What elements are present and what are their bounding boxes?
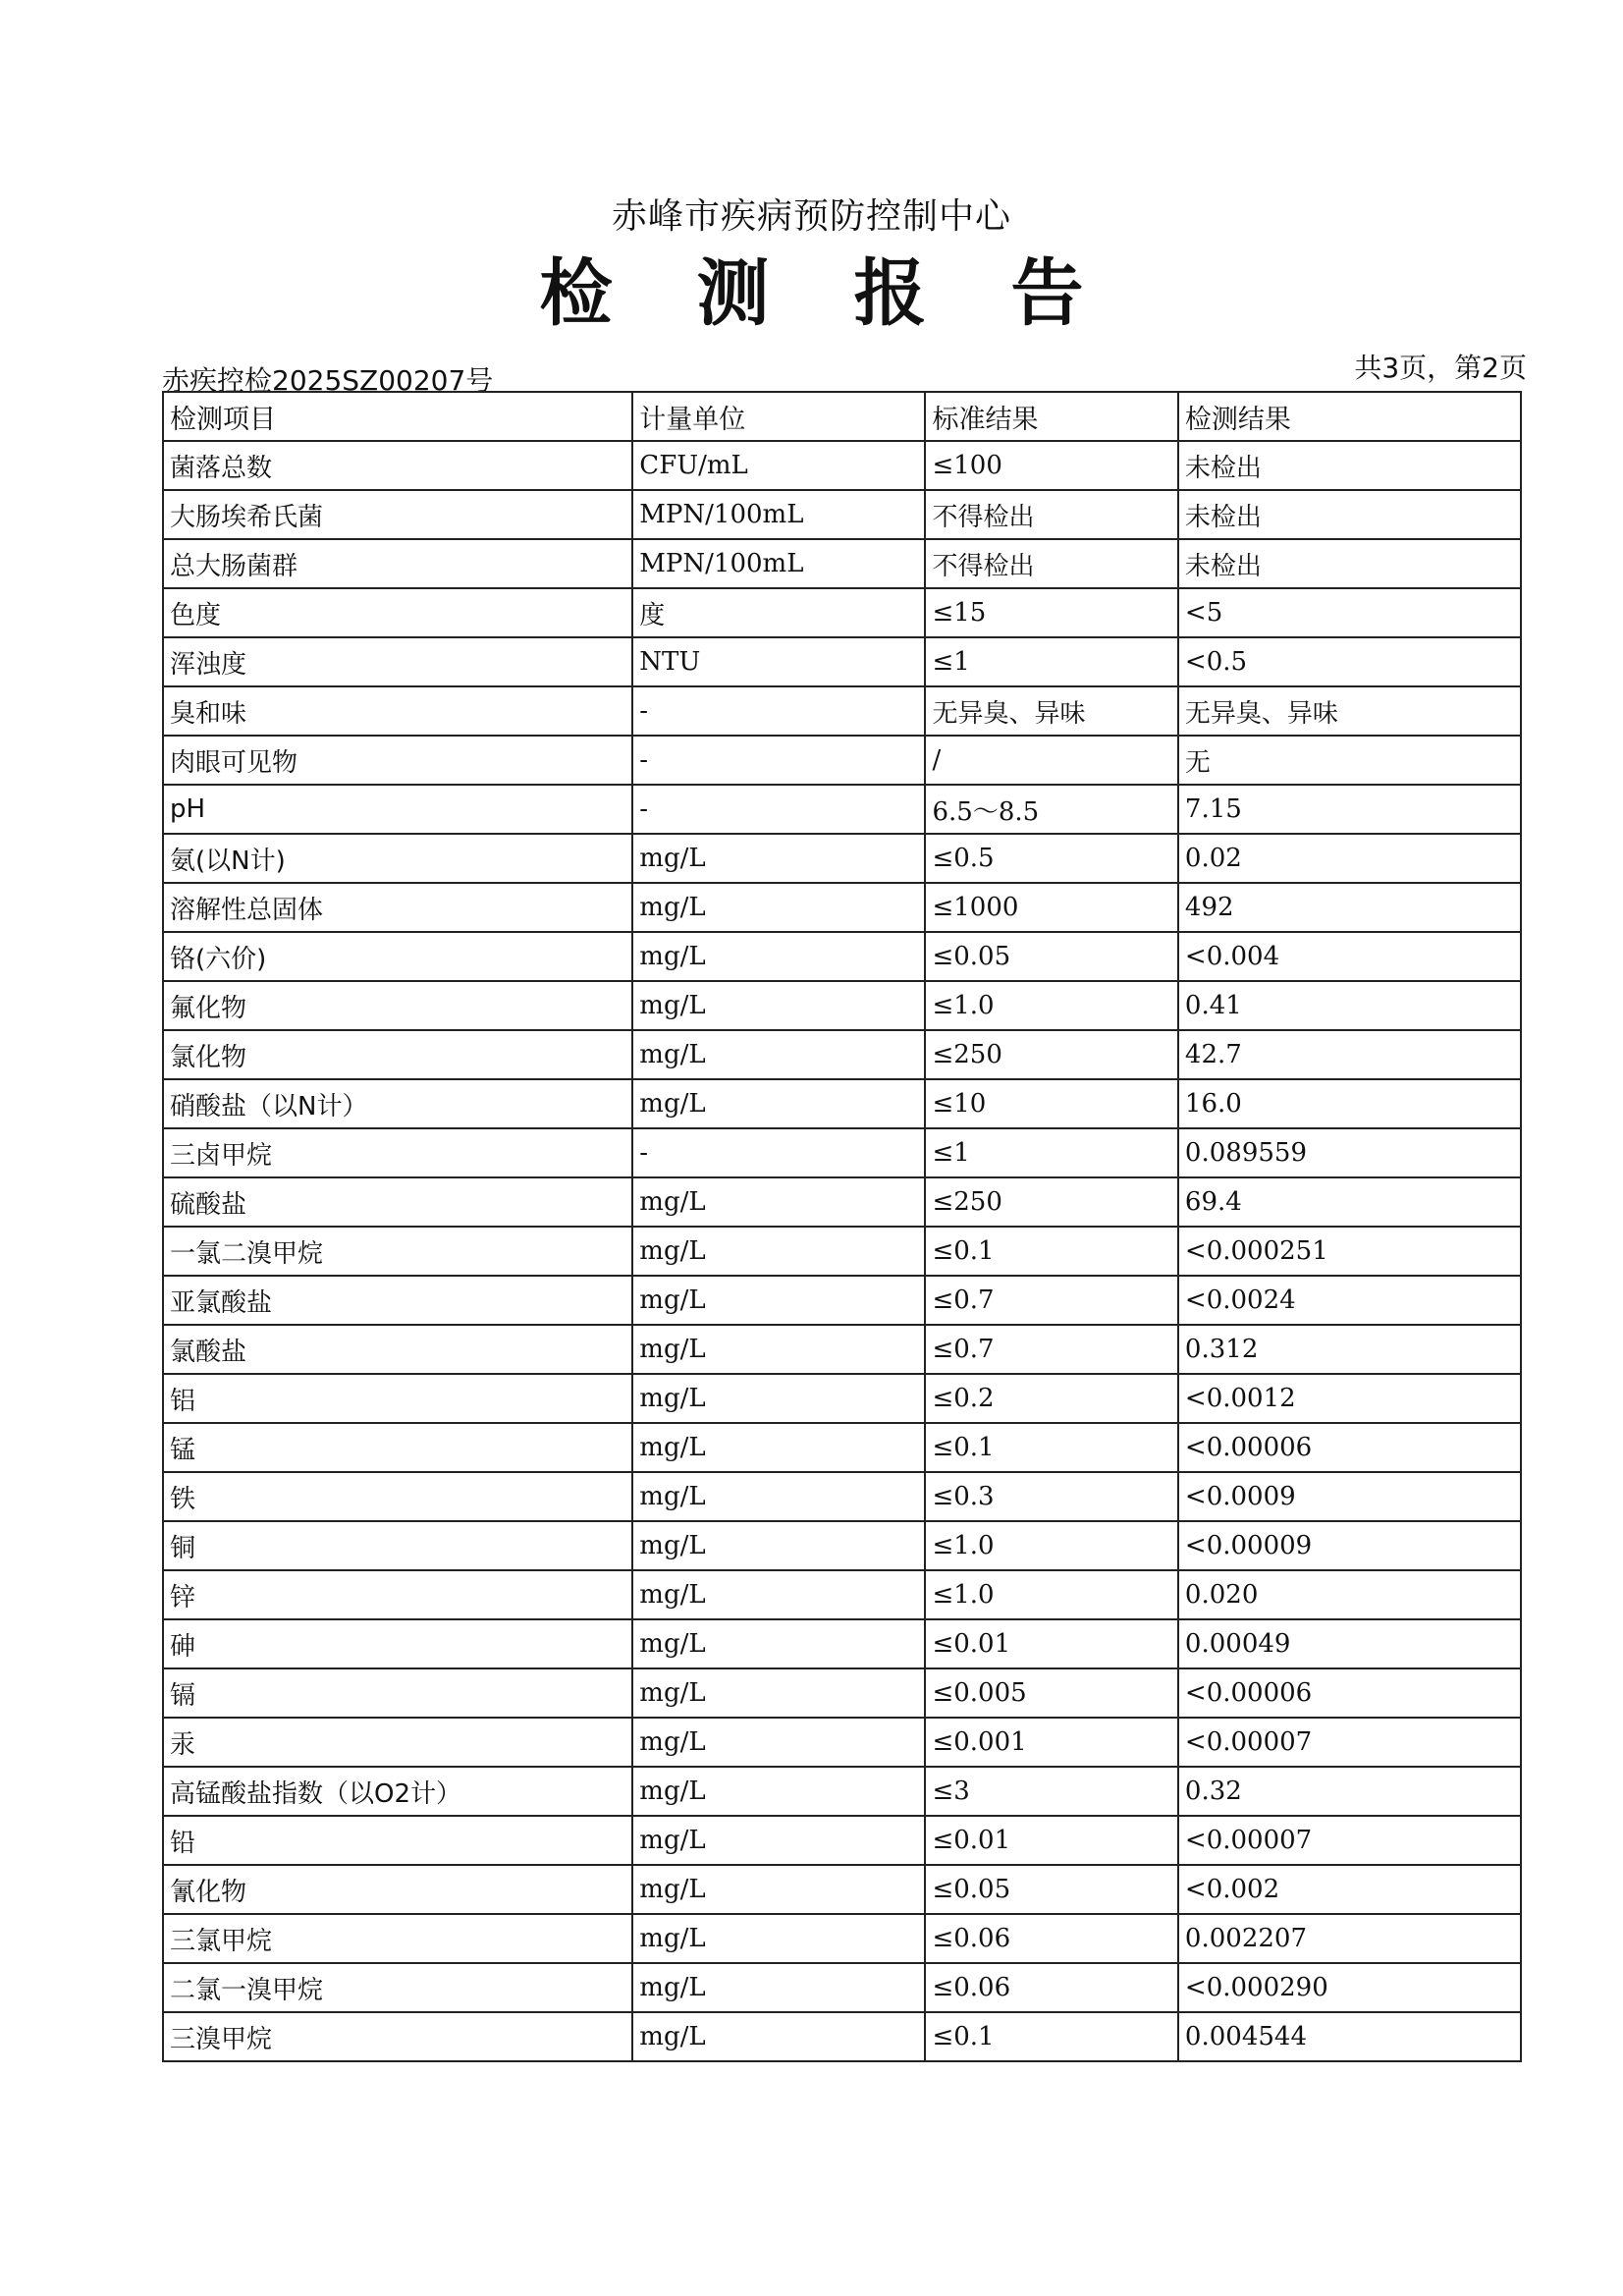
table-row (163, 1128, 1521, 1177)
table-cell-item: 溶解性总固体 (163, 883, 632, 932)
table-row (163, 1718, 1521, 1767)
table-row (163, 1668, 1521, 1718)
table-cell-standard: ≤0.06 (925, 1963, 1177, 2012)
table-row (163, 1619, 1521, 1668)
table-cell-result: <0.0009 (1178, 1472, 1521, 1521)
table-cell-standard: ≤0.001 (925, 1718, 1177, 1767)
table-cell-unit: mg/L (632, 1914, 925, 1963)
table-row (163, 686, 1521, 736)
table-cell-standard: ≤250 (925, 1030, 1177, 1079)
column-header-unit: 计量单位 (632, 392, 925, 441)
table-row (163, 441, 1521, 490)
table-cell-result: 16.0 (1178, 1079, 1521, 1128)
table-cell-unit: mg/L (632, 1619, 925, 1668)
table-row (163, 834, 1521, 883)
table-row (163, 1374, 1521, 1423)
table-cell-unit: mg/L (632, 1963, 925, 2012)
table-cell-result: <0.5 (1178, 637, 1521, 686)
table-cell-standard: 无异臭、异味 (925, 686, 1177, 736)
table-cell-result: <0.00006 (1178, 1668, 1521, 1718)
table-row (163, 1914, 1521, 1963)
table-cell-result: <0.00007 (1178, 1718, 1521, 1767)
table-cell-item: 硫酸盐 (163, 1177, 632, 1227)
table-cell-standard: / (925, 736, 1177, 785)
table-cell-standard: ≤0.5 (925, 834, 1177, 883)
table-row (163, 1816, 1521, 1865)
table-header-row (163, 392, 1521, 441)
table-cell-unit: mg/L (632, 2012, 925, 2061)
table-row (163, 1472, 1521, 1521)
table-cell-result: <0.00009 (1178, 1521, 1521, 1570)
table-row (163, 490, 1521, 539)
table-cell-standard: ≤0.01 (925, 1619, 1177, 1668)
table-cell-result: <0.002 (1178, 1865, 1521, 1914)
table-cell-standard: ≤0.05 (925, 1865, 1177, 1914)
table-cell-result: <0.0024 (1178, 1276, 1521, 1325)
table-cell-result: 0.020 (1178, 1570, 1521, 1619)
table-cell-item: 三卤甲烷 (163, 1128, 632, 1177)
table-cell-result: <0.00007 (1178, 1816, 1521, 1865)
table-cell-result: <0.000251 (1178, 1227, 1521, 1276)
table-row (163, 1570, 1521, 1619)
page-info: 共3页，第2页 (1354, 352, 1527, 384)
table-row (163, 588, 1521, 637)
table-row (163, 1865, 1521, 1914)
table-cell-unit: mg/L (632, 1030, 925, 1079)
table-cell-standard: ≤0.1 (925, 2012, 1177, 2061)
table-cell-item: 锰 (163, 1423, 632, 1472)
table-cell-unit: mg/L (632, 1767, 925, 1816)
table-cell-item: 亚氯酸盐 (163, 1276, 632, 1325)
table-cell-result: 7.15 (1178, 785, 1521, 834)
table-cell-item: 氯酸盐 (163, 1325, 632, 1374)
table-cell-standard: ≤0.1 (925, 1227, 1177, 1276)
table-cell-item: 氰化物 (163, 1865, 632, 1914)
table-cell-standard: ≤1 (925, 1128, 1177, 1177)
table-cell-result: 无异臭、异味 (1178, 686, 1521, 736)
table-cell-result: 0.004544 (1178, 2012, 1521, 2061)
table-row (163, 1325, 1521, 1374)
table-cell-item: 锌 (163, 1570, 632, 1619)
table-cell-item: 氯化物 (163, 1030, 632, 1079)
table-row (163, 883, 1521, 932)
table-cell-result: <5 (1178, 588, 1521, 637)
table-cell-standard: ≤1.0 (925, 1570, 1177, 1619)
table-cell-result: 0.089559 (1178, 1128, 1521, 1177)
table-cell-result: <0.0012 (1178, 1374, 1521, 1423)
table-cell-standard: ≤0.005 (925, 1668, 1177, 1718)
table-cell-unit: CFU/mL (632, 441, 925, 490)
table-cell-result: <0.004 (1178, 932, 1521, 981)
table-cell-standard: 6.5～8.5 (925, 785, 1177, 834)
table-cell-unit: NTU (632, 637, 925, 686)
table-row (163, 981, 1521, 1030)
table-row (163, 785, 1521, 834)
table-cell-unit: - (632, 1128, 925, 1177)
table-cell-standard: ≤0.01 (925, 1816, 1177, 1865)
table-cell-standard: ≤1.0 (925, 1521, 1177, 1570)
table-cell-standard: 不得检出 (925, 490, 1177, 539)
table-cell-item: 氟化物 (163, 981, 632, 1030)
table-cell-standard: ≤1000 (925, 883, 1177, 932)
table-cell-item: 一氯二溴甲烷 (163, 1227, 632, 1276)
table-cell-standard: ≤0.7 (925, 1325, 1177, 1374)
table-cell-unit: mg/L (632, 883, 925, 932)
table-cell-standard: ≤0.3 (925, 1472, 1177, 1521)
table-row (163, 1030, 1521, 1079)
table-cell-result: 0.41 (1178, 981, 1521, 1030)
report-number: 赤疾控检2025SZ00207号 (162, 364, 494, 397)
table-cell-item: 总大肠菌群 (163, 539, 632, 588)
table-cell-standard: ≤1.0 (925, 981, 1177, 1030)
table-cell-item: 砷 (163, 1619, 632, 1668)
table-cell-item: 臭和味 (163, 686, 632, 736)
results-table (162, 391, 1522, 2062)
column-header-result: 检测结果 (1178, 392, 1521, 441)
table-cell-result: 492 (1178, 883, 1521, 932)
table-cell-item: 铜 (163, 1521, 632, 1570)
table-cell-unit: - (632, 686, 925, 736)
table-cell-result: 未检出 (1178, 441, 1521, 490)
table-cell-unit: mg/L (632, 834, 925, 883)
table-cell-item: 铁 (163, 1472, 632, 1521)
table-cell-standard: ≤0.05 (925, 932, 1177, 981)
table-cell-unit: mg/L (632, 1816, 925, 1865)
table-cell-result: 无 (1178, 736, 1521, 785)
table-cell-unit: mg/L (632, 1570, 925, 1619)
table-cell-standard: ≤0.2 (925, 1374, 1177, 1423)
table-cell-unit: mg/L (632, 1079, 925, 1128)
table-row (163, 2012, 1521, 2061)
table-cell-result: 0.32 (1178, 1767, 1521, 1816)
table-cell-unit: - (632, 736, 925, 785)
table-cell-unit: mg/L (632, 1718, 925, 1767)
table-cell-item: pH (163, 785, 632, 834)
table-row (163, 1767, 1521, 1816)
table-cell-item: 二氯一溴甲烷 (163, 1963, 632, 2012)
table-cell-unit: mg/L (632, 1472, 925, 1521)
table-cell-result: 0.00049 (1178, 1619, 1521, 1668)
table-cell-item: 铅 (163, 1816, 632, 1865)
table-cell-standard: ≤1 (925, 637, 1177, 686)
table-cell-item: 菌落总数 (163, 441, 632, 490)
table-cell-result: 42.7 (1178, 1030, 1521, 1079)
table-body (163, 441, 1521, 2061)
column-header-standard: 标准结果 (925, 392, 1177, 441)
table-cell-item: 肉眼可见物 (163, 736, 632, 785)
table-row (163, 637, 1521, 686)
table-row (163, 1963, 1521, 2012)
table-cell-item: 浑浊度 (163, 637, 632, 686)
table-cell-standard: ≤0.06 (925, 1914, 1177, 1963)
table-cell-unit: mg/L (632, 1276, 925, 1325)
table-cell-item: 三溴甲烷 (163, 2012, 632, 2061)
table-cell-item: 铬(六价) (163, 932, 632, 981)
table-cell-item: 硝酸盐（以N计） (163, 1079, 632, 1128)
column-header-item: 检测项目 (163, 392, 632, 441)
table-row (163, 1177, 1521, 1227)
table-row (163, 736, 1521, 785)
table-cell-item: 铝 (163, 1374, 632, 1423)
table-cell-result: <0.00006 (1178, 1423, 1521, 1472)
table-cell-unit: mg/L (632, 1521, 925, 1570)
table-cell-unit: mg/L (632, 981, 925, 1030)
table-cell-standard: ≤3 (925, 1767, 1177, 1816)
table-cell-unit: MPN/100mL (632, 539, 925, 588)
table-row (163, 1276, 1521, 1325)
table-cell-standard: ≤100 (925, 441, 1177, 490)
table-cell-result: 0.02 (1178, 834, 1521, 883)
table-cell-item: 大肠埃希氏菌 (163, 490, 632, 539)
table-cell-standard: ≤10 (925, 1079, 1177, 1128)
table-cell-unit: mg/L (632, 1177, 925, 1227)
table-cell-unit: - (632, 785, 925, 834)
table-cell-unit: 度 (632, 588, 925, 637)
table-cell-result: 0.312 (1178, 1325, 1521, 1374)
table-cell-item: 三氯甲烷 (163, 1914, 632, 1963)
table-row (163, 1079, 1521, 1128)
table-cell-item: 镉 (163, 1668, 632, 1718)
report-title: 检测报告 (539, 251, 1168, 336)
table-cell-standard: ≤0.1 (925, 1423, 1177, 1472)
table-row (163, 1423, 1521, 1472)
table-cell-unit: mg/L (632, 1374, 925, 1423)
table-row (163, 932, 1521, 981)
table-cell-standard: ≤15 (925, 588, 1177, 637)
table-cell-unit: mg/L (632, 1325, 925, 1374)
table-cell-item: 色度 (163, 588, 632, 637)
table-row (163, 539, 1521, 588)
organization-name: 赤峰市疾病预防控制中心 (611, 196, 1011, 237)
table-cell-standard: ≤250 (925, 1177, 1177, 1227)
table-cell-result: 未检出 (1178, 490, 1521, 539)
table-cell-item: 氨(以N计) (163, 834, 632, 883)
table-cell-unit: mg/L (632, 932, 925, 981)
table-cell-standard: 不得检出 (925, 539, 1177, 588)
table-cell-item: 汞 (163, 1718, 632, 1767)
table-cell-unit: mg/L (632, 1423, 925, 1472)
table-cell-result: <0.000290 (1178, 1963, 1521, 2012)
table-cell-result: 未检出 (1178, 539, 1521, 588)
table-cell-item: 高锰酸盐指数（以O2计） (163, 1767, 632, 1816)
table-row (163, 1521, 1521, 1570)
table-cell-unit: mg/L (632, 1668, 925, 1718)
table-cell-unit: mg/L (632, 1227, 925, 1276)
table-cell-result: 69.4 (1178, 1177, 1521, 1227)
table-cell-unit: MPN/100mL (632, 490, 925, 539)
table-cell-unit: mg/L (632, 1865, 925, 1914)
table-row (163, 1227, 1521, 1276)
table-cell-result: 0.002207 (1178, 1914, 1521, 1963)
table-cell-standard: ≤0.7 (925, 1276, 1177, 1325)
